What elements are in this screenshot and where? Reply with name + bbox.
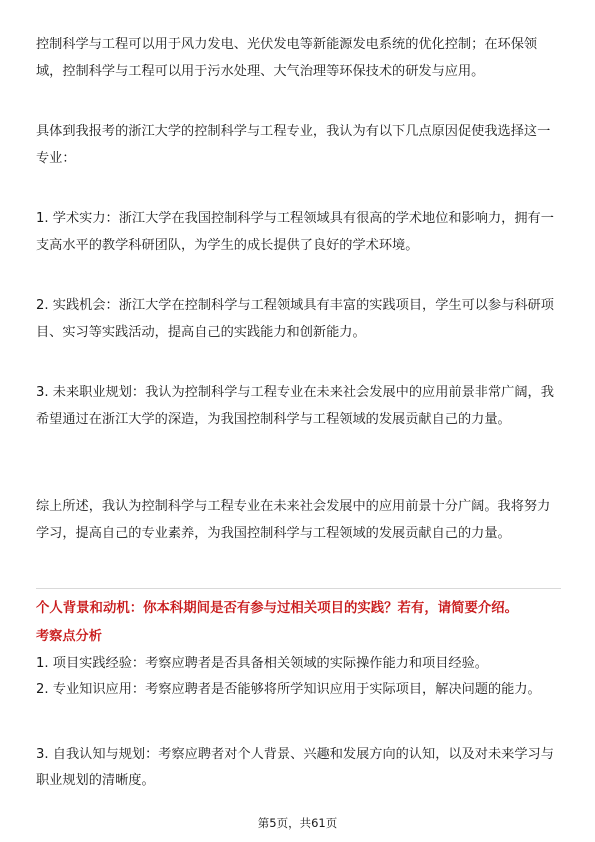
paragraph-reason-academic: 1. 学术实力：浙江大学在我国控制科学与工程领域具有很高的学术地位和影响力，拥有一支高水平的教学科研团队，为学生的成长提供了良好的学术环境。	[36, 211, 554, 253]
interview-question: 个人背景和动机：你本科期间是否有参与过相关项目的实践？若有，请简要介绍。	[36, 601, 519, 616]
paragraph-reason-practice: 2. 实践机会：浙江大学在控制科学与工程领域具有丰富的实践项目，学生可以参与科研项目、实习等实践活动，提高自己的实践能力和创新能力。	[36, 298, 554, 340]
analysis-item-knowledge-application: 2. 专业知识应用：考察应聘者是否能够将所学知识应用于实际项目，解决问题的能力。	[36, 682, 541, 697]
paragraph-reason-career: 3. 未来职业规划：我认为控制科学与工程专业在未来社会发展中的应用前景非常广阔，我希望通过在浙江大学的深造，为我国控制科学与工程领域的发展贡献自己的力量。	[36, 385, 554, 427]
analysis-item-self-awareness: 3. 自我认知与规划：考察应聘者对个人背景、兴趣和发展方向的认知，以及对未来学习与职业规划的清晰度。	[36, 747, 554, 788]
paragraph-reasons-intro: 具体到我报考的浙江大学的控制科学与工程专业，我认为有以下几点原因促使我选择这一专业：	[36, 124, 551, 166]
section-divider	[36, 588, 561, 589]
page-number-footer: 第5页，共61页	[257, 816, 338, 830]
analysis-heading: 考察点分析	[36, 629, 102, 644]
analysis-item-project-experience: 1. 项目实践经验：考察应聘者是否具备相关领域的实际操作能力和项目经验。	[36, 656, 488, 671]
paragraph-new-energy-environment: 控制科学与工程可以用于风力发电、光伏发电等新能源发电系统的优化控制；在环保领域，控制科学与工程可以用于污水处理、大气治理等环保技术的研发与应用。	[36, 37, 538, 79]
paragraph-conclusion: 综上所述，我认为控制科学与工程专业在未来社会发展中的应用前景十分广阔。我将努力学习，提高自己的专业素养，为我国控制科学与工程领域的发展贡献自己的力量。	[36, 499, 551, 541]
